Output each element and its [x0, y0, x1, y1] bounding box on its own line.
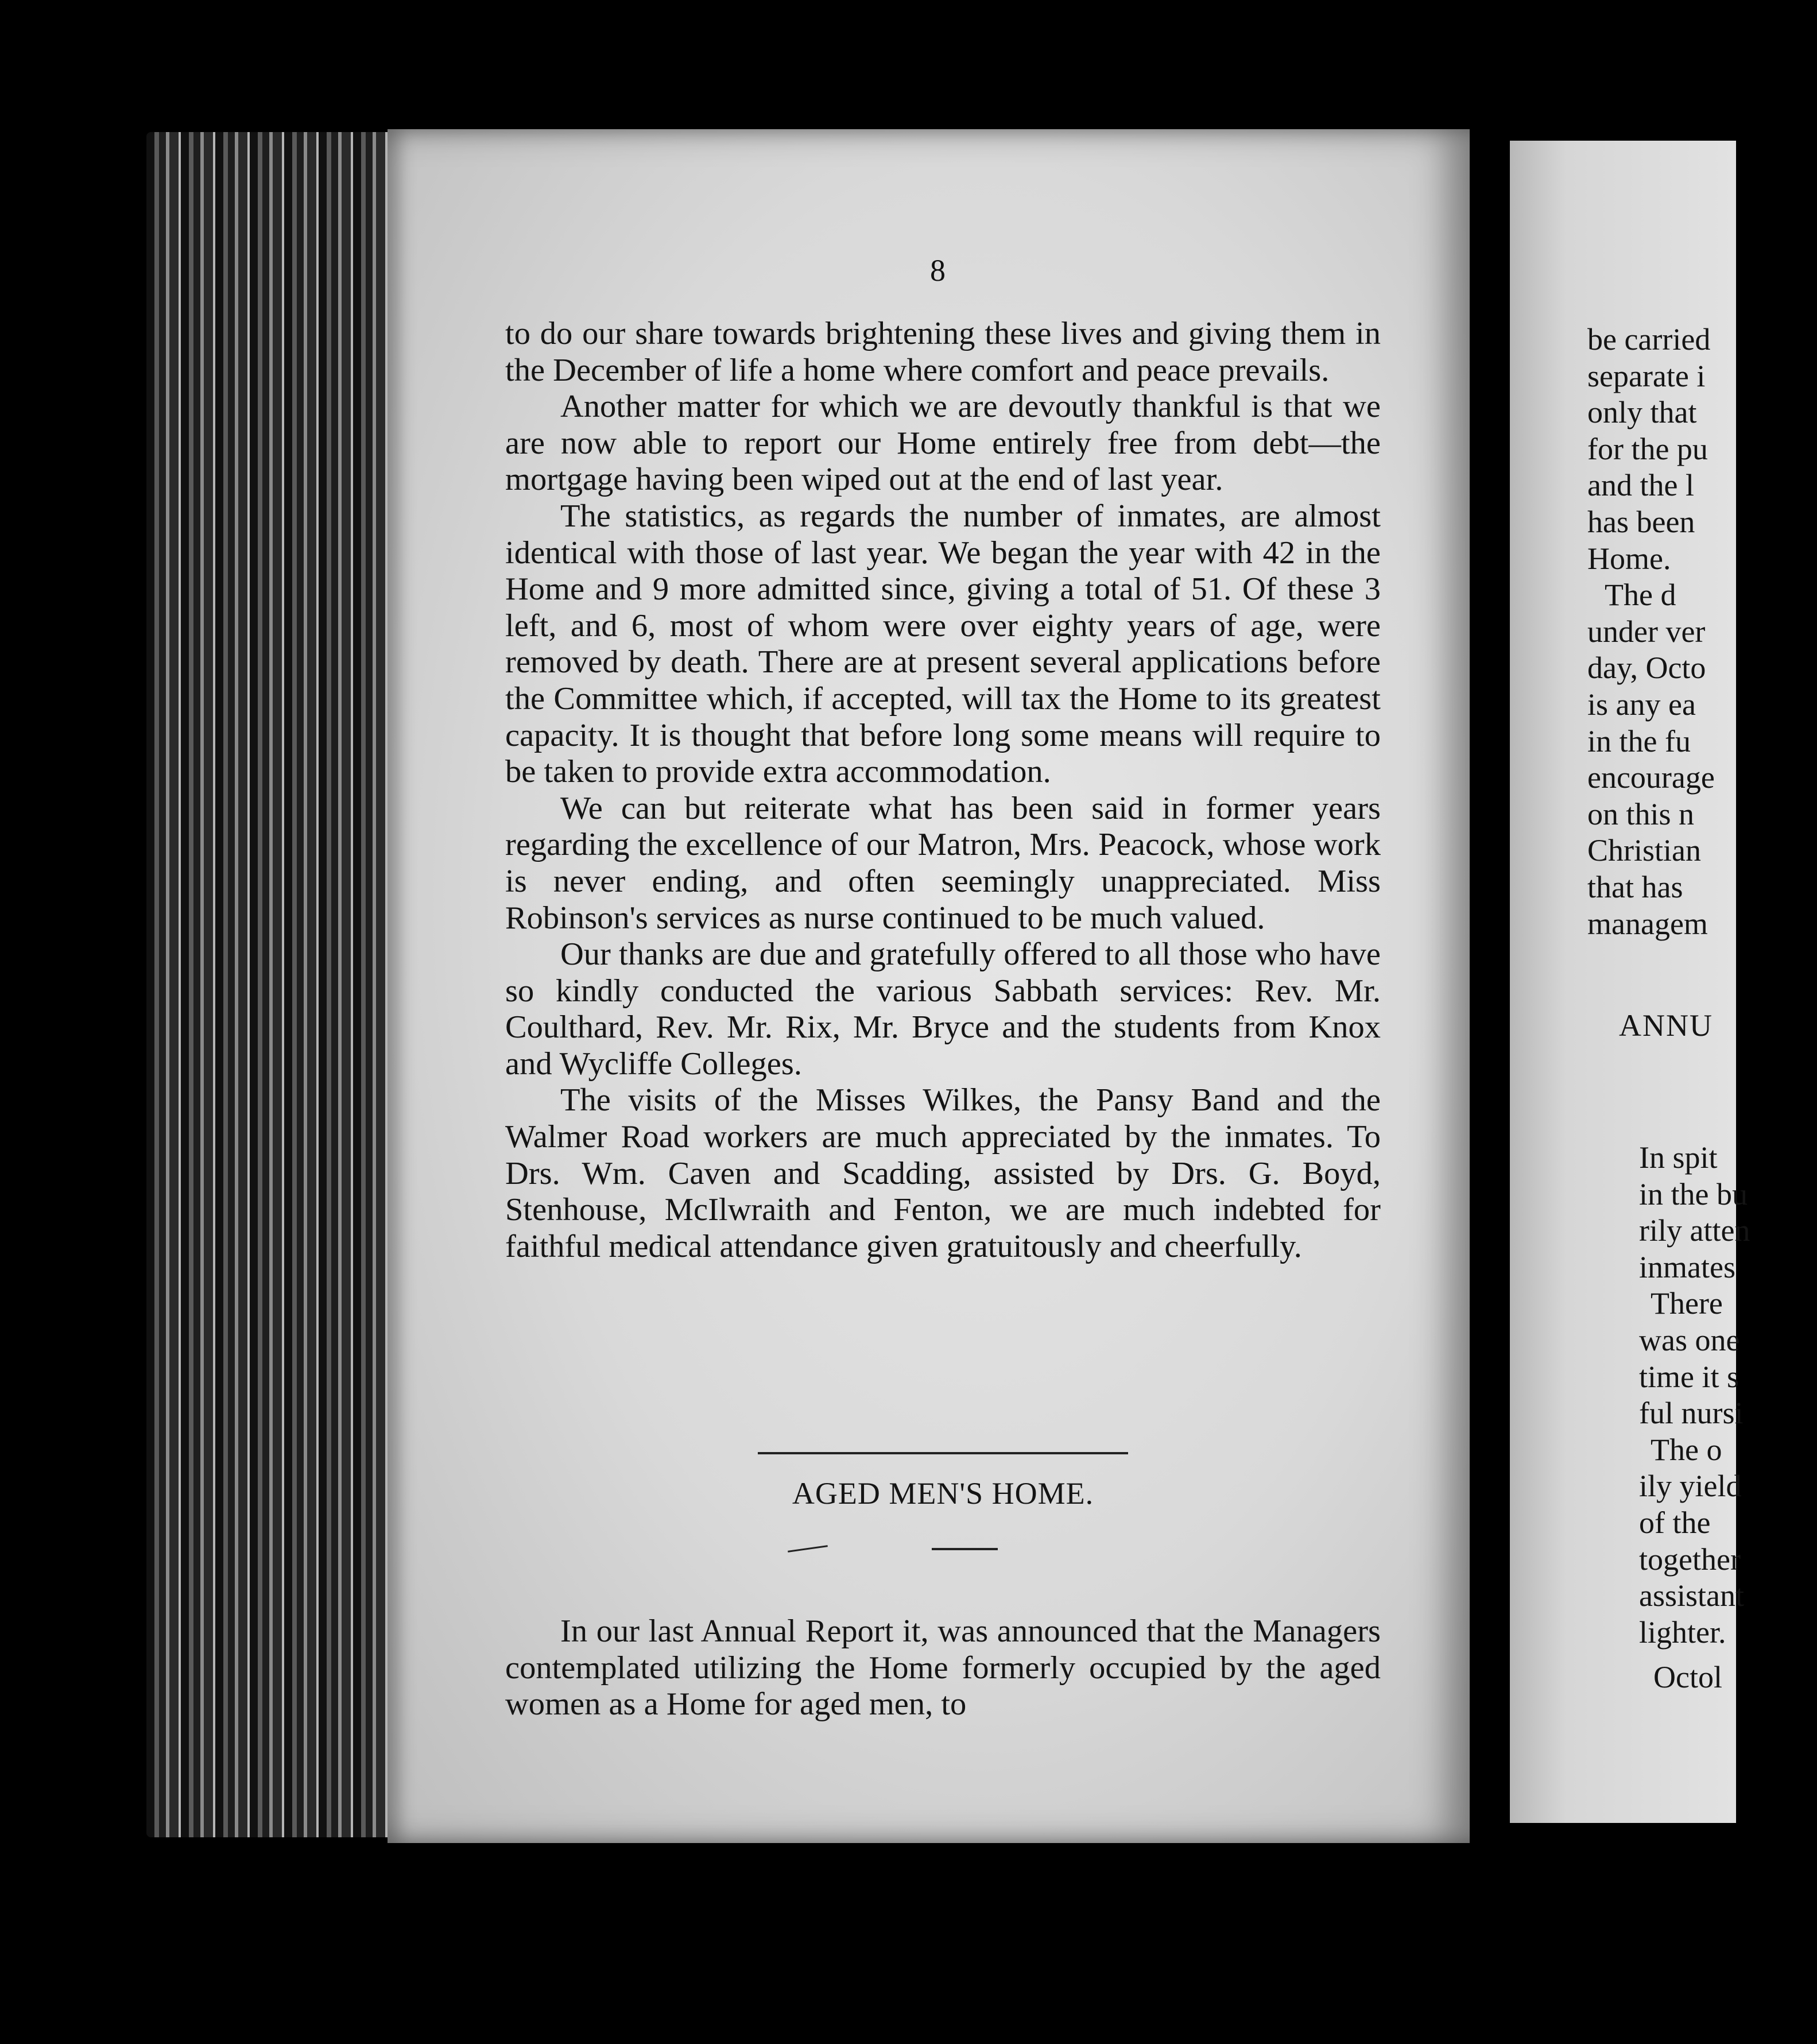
facing-page-date: Octol — [1653, 1660, 1722, 1694]
paragraph-2: Another matter for which we are devoutly thankful is that we are now able to report our Home entirely free from debt—the mortgage having been wiped out at the end of last year. — [505, 389, 1381, 498]
facing-line: time it s — [1639, 1359, 1739, 1394]
paragraph-1: to do our share towards brightening these lives and giving them in the December of life a home where comfort and peace prevails. — [505, 316, 1381, 388]
paragraph-6: The visits of the Misses Wilkes, the Pansy Band and the Walmer Road workers are much appreciated by the inmates. To Drs. Wm. Caven and Scadding, assisted by Drs. G. Boyd, Stenhouse, McIlwraith and Fenton, we are much indebted for faithful medical attendance given gratuitously and cheerfully. — [505, 1082, 1381, 1264]
book-page-edges — [146, 132, 388, 1837]
heading-underline — [932, 1548, 998, 1550]
facing-line: together — [1639, 1542, 1741, 1577]
facing-line: is any ea — [1587, 687, 1696, 722]
facing-line: Home. — [1587, 541, 1671, 576]
paragraph-5: Our thanks are due and gratefully offered to all those who have so kindly conducted the various Sabbath services: Rev. Mr. Coulthard, Rev. Mr. Rix, Mr. Bryce and the students from Knox and Wycliffe Colleges. — [505, 936, 1381, 1082]
facing-line: ily yield — [1639, 1469, 1742, 1504]
section-body — [505, 1613, 1381, 1723]
facing-line: The d — [1605, 578, 1676, 613]
facing-line: There — [1651, 1286, 1723, 1321]
facing-line: In spit — [1639, 1140, 1718, 1175]
facing-line: on this n — [1587, 796, 1695, 831]
book-gutter — [1470, 138, 1510, 1803]
facing-line: has been — [1587, 504, 1695, 539]
facing-page-text-top — [1587, 322, 1817, 942]
facing-line: that has — [1587, 869, 1683, 904]
paragraph-3: The statistics, as regards the number of inmates, are almost identical with those of last year. We began the year with 42 in the Home and 9 more admitted since, giving a total of 51. Of these 3 left, and 6, most of whom were over eighty years of age, were removed by death. There are at present several applications before the Committee which, if accepted, will tax the Home to its greatest capacity. It is thought that before long some means will require to be taken to provide extra accommodation. — [505, 498, 1381, 790]
facing-line: ful nursi — [1639, 1396, 1744, 1431]
section-divider — [758, 1452, 1128, 1454]
facing-page-text-bottom — [1587, 1140, 1817, 1651]
facing-line: rily atten — [1639, 1213, 1750, 1248]
facing-line: be carried — [1587, 322, 1711, 357]
facing-line: The o — [1651, 1432, 1722, 1467]
facing-line: was one — [1639, 1322, 1740, 1357]
facing-line: assistant — [1639, 1578, 1744, 1613]
facing-line: encourage — [1587, 760, 1715, 795]
facing-page-heading: ANNU — [1619, 1008, 1713, 1043]
facing-line: day, Octo — [1587, 651, 1706, 686]
facing-line: for the pu — [1587, 431, 1708, 466]
facing-line: Christian — [1587, 833, 1701, 868]
facing-line: in the bu — [1639, 1176, 1748, 1211]
page-number: 8 — [930, 253, 946, 288]
facing-line: under ver — [1587, 614, 1706, 649]
body-text — [505, 316, 1381, 1265]
section-paragraph: In our last Annual Report it, was announced that the Managers contemplated utilizing the Home formerly occupied by the aged women as a Home for aged men, to — [505, 1613, 1381, 1722]
facing-line: separate i — [1587, 358, 1706, 393]
section-heading: AGED MEN'S HOME. — [792, 1476, 1094, 1511]
facing-line: in the fu — [1587, 723, 1691, 758]
facing-line: only that — [1587, 395, 1697, 430]
facing-line: managem — [1587, 906, 1708, 941]
facing-line: lighter. — [1639, 1615, 1726, 1650]
facing-line: of the — [1639, 1505, 1711, 1540]
facing-line: inmates — [1639, 1249, 1735, 1284]
facing-line: and the l — [1587, 468, 1694, 503]
paragraph-4: We can but reiterate what has been said in former years regarding the excellence of our Matron, Mrs. Peacock, whose work is never ending, and often seemingly unappreciated. Miss Robinson's services as nurse continued to be much valued. — [505, 790, 1381, 936]
